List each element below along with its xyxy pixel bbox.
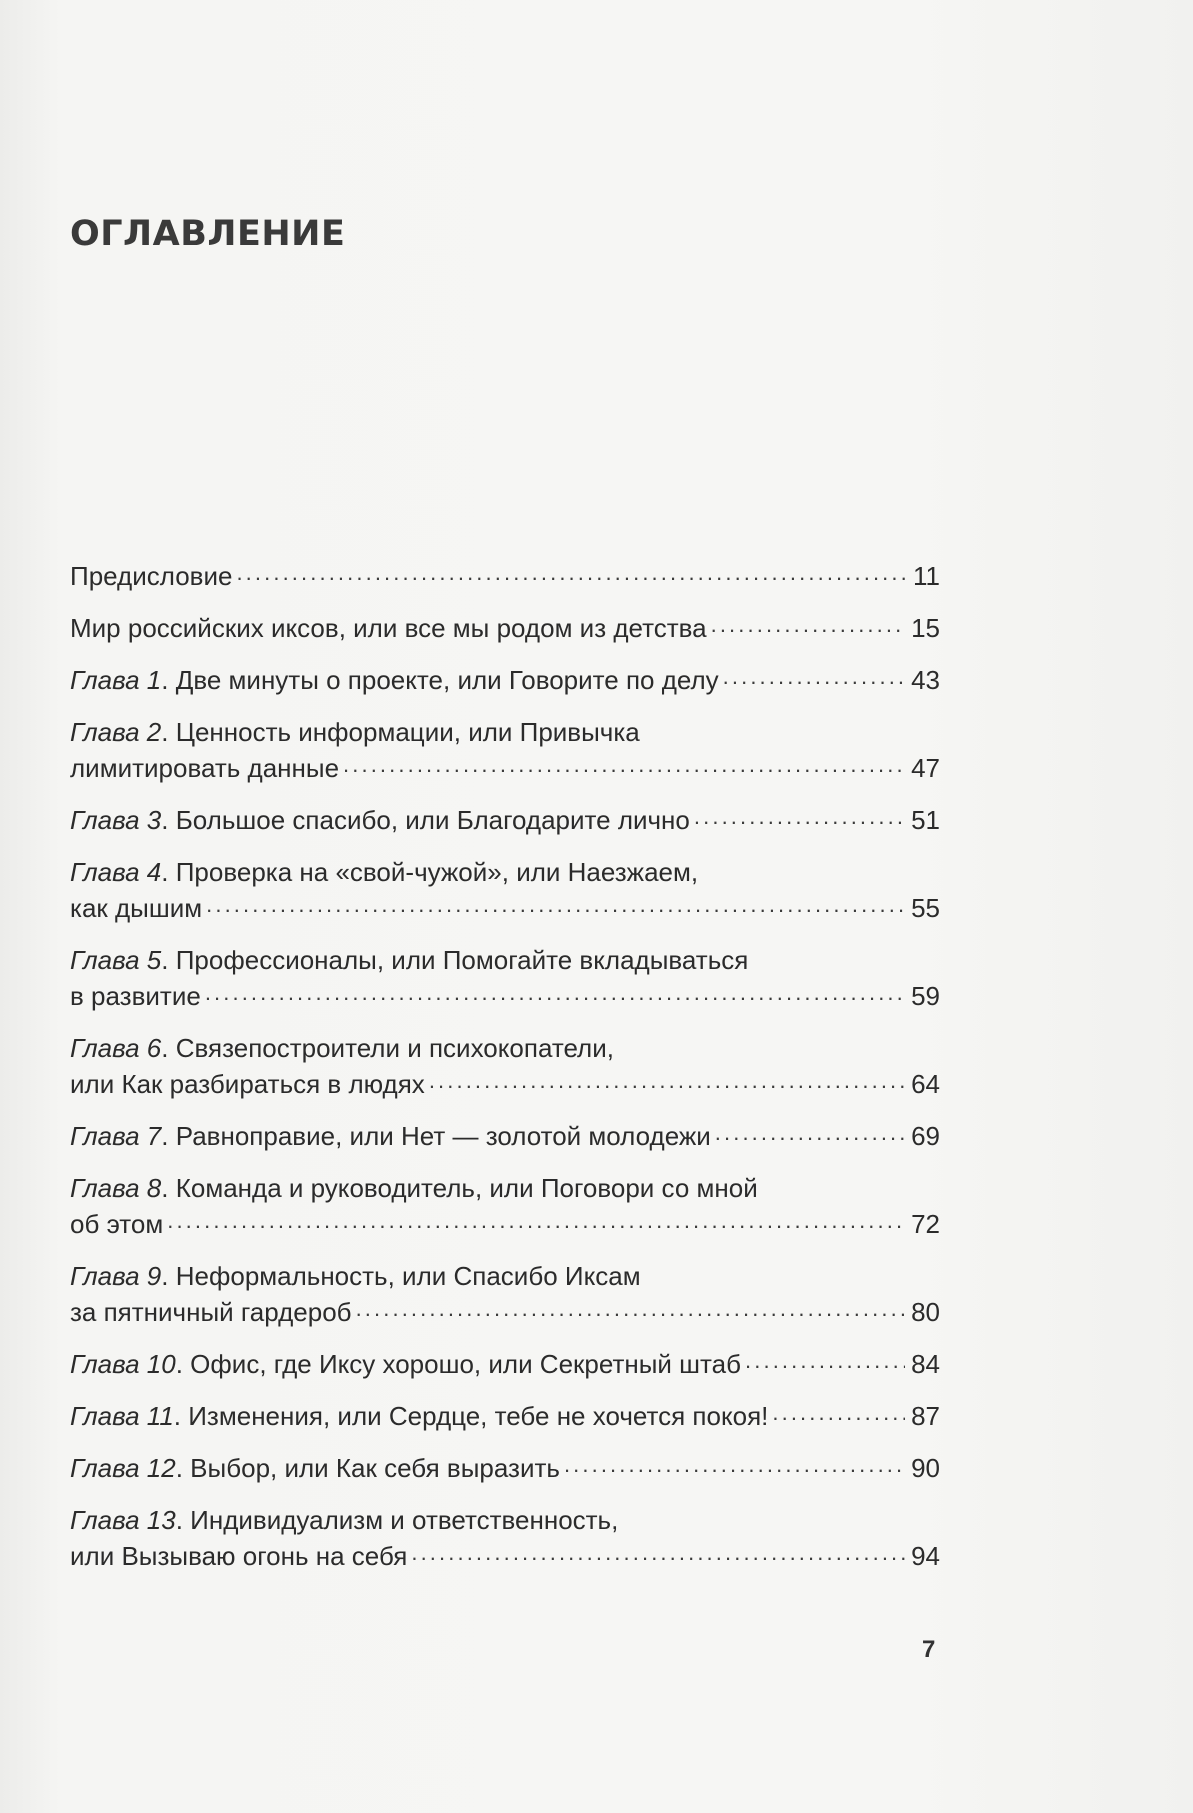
toc-entry-text xyxy=(70,1346,741,1382)
toc-entry[interactable] xyxy=(70,802,940,838)
chapter-label: Глава 5 xyxy=(70,945,162,975)
toc-entry[interactable] xyxy=(70,714,940,786)
toc-entry-line xyxy=(70,1206,940,1242)
dot-leader xyxy=(564,1451,905,1477)
toc-entry-line xyxy=(70,890,940,926)
toc-entry[interactable] xyxy=(70,1170,940,1242)
toc-entry-line xyxy=(70,1118,940,1154)
chapter-title: . Большое спасибо, или Благодарите лично xyxy=(161,805,690,835)
chapter-title: . Выбор, или Как себя выразить xyxy=(175,1453,560,1483)
toc-page-number: 43 xyxy=(911,665,940,695)
dot-leader xyxy=(715,1119,905,1145)
toc-page-number: 64 xyxy=(911,1069,940,1099)
chapter-title: об этом xyxy=(70,1209,164,1239)
toc-entry-line xyxy=(70,750,940,786)
chapter-label: Глава 12 xyxy=(70,1453,176,1483)
chapter-title: или Как разбираться в людях xyxy=(70,1069,425,1099)
toc-entry-line xyxy=(70,854,940,890)
chapter-label: Глава 2 xyxy=(70,717,162,747)
toc-entry[interactable] xyxy=(70,1398,940,1434)
toc-entry-text xyxy=(70,802,690,838)
toc-entry[interactable] xyxy=(70,1118,940,1154)
chapter-label: Глава 6 xyxy=(70,1033,162,1063)
chapter-title: Предисловие xyxy=(70,561,233,591)
toc-page-number: 15 xyxy=(911,613,940,643)
toc-entry[interactable] xyxy=(70,854,940,926)
toc-entry[interactable] xyxy=(70,662,940,698)
toc-entry-line xyxy=(70,1294,940,1330)
toc-entry-text xyxy=(70,1030,614,1066)
toc-entry[interactable] xyxy=(70,558,940,594)
toc-entry-line xyxy=(70,610,940,646)
toc-page-number: 55 xyxy=(911,893,940,923)
toc-entry-text xyxy=(70,1294,352,1330)
toc-entry-line xyxy=(70,1346,940,1382)
chapter-title: в развитие xyxy=(70,981,201,1011)
toc-entry-text xyxy=(70,890,202,926)
chapter-label: Глава 10 xyxy=(70,1349,176,1379)
page-title: ОГЛАВЛЕНИЕ xyxy=(70,214,346,254)
toc-entry-line xyxy=(70,1538,940,1574)
toc-entry-line xyxy=(70,942,940,978)
toc-page-number: 51 xyxy=(911,805,940,835)
toc-entry-text xyxy=(70,1066,425,1102)
dot-leader xyxy=(711,611,905,637)
dot-leader xyxy=(723,663,905,689)
chapter-title: . Равноправие, или Нет — золотой молодежи xyxy=(161,1121,711,1151)
toc-entry-line xyxy=(70,1398,940,1434)
dot-leader xyxy=(411,1539,905,1565)
chapter-title: . Команда и руководитель, или Поговори со мной xyxy=(161,1173,758,1203)
toc-entry-text xyxy=(70,1118,711,1154)
toc-entry-text xyxy=(70,610,707,646)
toc-page-number: 11 xyxy=(913,561,940,591)
chapter-label: Глава 9 xyxy=(70,1261,162,1291)
toc-entry-line xyxy=(70,1450,940,1486)
toc-entry[interactable] xyxy=(70,1346,940,1382)
toc-entry-line xyxy=(70,558,940,594)
chapter-title: . Неформальность, или Спасибо Иксам xyxy=(161,1261,641,1291)
chapter-title: как дышим xyxy=(70,893,203,923)
toc-page-number: 80 xyxy=(911,1297,940,1327)
toc-entry-text xyxy=(70,1538,407,1574)
chapter-title: . Связепостроители и психокопатели, xyxy=(161,1033,614,1063)
toc-entry[interactable] xyxy=(70,942,940,1014)
toc-entry-text xyxy=(70,714,640,750)
toc-entry-text xyxy=(70,978,201,1014)
toc-entry-text xyxy=(70,1398,768,1434)
chapter-title: лимитировать данные xyxy=(70,753,340,783)
chapter-title: . Профессионалы, или Помогайте вкладываться xyxy=(161,945,749,975)
toc-entry-text xyxy=(70,750,339,786)
toc-entry[interactable] xyxy=(70,610,940,646)
toc-entry-text xyxy=(70,1502,618,1538)
toc-entry[interactable] xyxy=(70,1030,940,1102)
toc-page-number: 94 xyxy=(911,1541,940,1571)
toc-entry-line xyxy=(70,1170,940,1206)
dot-leader xyxy=(694,803,905,829)
toc-entry-line xyxy=(70,1066,940,1102)
dot-leader xyxy=(205,979,905,1005)
toc-entry[interactable] xyxy=(70,1450,940,1486)
toc-entry-line xyxy=(70,802,940,838)
chapter-title: . Изменения, или Сердце, тебе не хочется покоя! xyxy=(173,1401,769,1431)
chapter-title: или Вызываю огонь на себя xyxy=(70,1541,408,1571)
dot-leader xyxy=(745,1347,905,1373)
toc-entry-text xyxy=(70,662,719,698)
chapter-title: . Индивидуализм и ответственность, xyxy=(175,1505,619,1535)
chapter-label: Глава 3 xyxy=(70,805,162,835)
dot-leader xyxy=(356,1295,906,1321)
toc-entry-line xyxy=(70,714,940,750)
dot-leader xyxy=(206,891,905,917)
page-number: 7 xyxy=(922,1636,936,1663)
chapter-label: Глава 8 xyxy=(70,1173,162,1203)
dot-leader xyxy=(429,1067,905,1093)
toc-entry-text xyxy=(70,1206,163,1242)
chapter-label: Глава 7 xyxy=(70,1121,162,1151)
toc-entry-text xyxy=(70,1450,560,1486)
toc-entry-text xyxy=(70,1170,758,1206)
chapter-label: Глава 1 xyxy=(70,665,162,695)
chapter-label: Глава 4 xyxy=(70,857,162,887)
toc-page-number: 87 xyxy=(911,1401,940,1431)
dot-leader xyxy=(236,559,907,585)
toc-entry[interactable] xyxy=(70,1502,940,1574)
toc-entry-text xyxy=(70,1258,641,1294)
chapter-title: Мир российских иксов, или все мы родом из детства xyxy=(70,613,707,643)
chapter-title: . Две минуты о проекте, или Говорите по делу xyxy=(161,665,719,695)
toc-page-number: 59 xyxy=(911,981,940,1011)
chapter-label: Глава 13 xyxy=(70,1505,176,1535)
toc-page-number: 69 xyxy=(911,1121,940,1151)
toc-page-number: 90 xyxy=(911,1453,940,1483)
toc-entry-line xyxy=(70,1258,940,1294)
toc-entry[interactable] xyxy=(70,1258,940,1330)
toc-entry-line xyxy=(70,662,940,698)
toc-entry-line xyxy=(70,1030,940,1066)
chapter-title: за пятничный гардероб xyxy=(70,1297,352,1327)
toc-page-number: 47 xyxy=(911,753,940,783)
chapter-label: Глава 11 xyxy=(70,1401,174,1431)
toc-entry-text xyxy=(70,854,698,890)
chapter-title: . Проверка на «свой-чужой», или Наезжаем, xyxy=(161,857,699,887)
dot-leader xyxy=(343,751,905,777)
toc-entry-text xyxy=(70,942,748,978)
toc-entry-line xyxy=(70,978,940,1014)
chapter-title: . Ценность информации, или Привычка xyxy=(161,717,640,747)
toc-page-number: 72 xyxy=(911,1209,940,1239)
toc-entry-text xyxy=(70,558,232,594)
toc-entry-line xyxy=(70,1502,940,1538)
dot-leader xyxy=(167,1207,905,1233)
toc-page-number: 84 xyxy=(911,1349,940,1379)
table-of-contents xyxy=(70,558,940,1590)
chapter-title: . Офис, где Иксу хорошо, или Секретный штаб xyxy=(175,1349,742,1379)
dot-leader xyxy=(772,1399,905,1425)
